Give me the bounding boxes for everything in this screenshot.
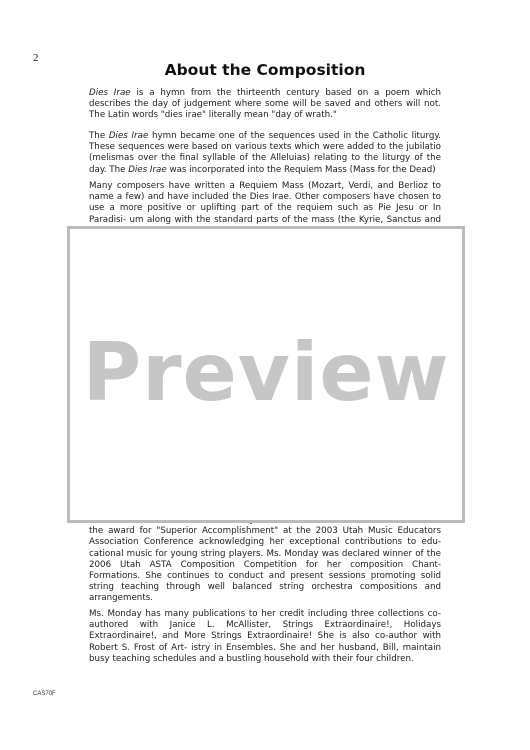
dies-irae-italic: Dies Irae (128, 164, 167, 175)
paragraph-requiem-composers: Many composers have written a Requiem Mass (Mozart, Verdi, and Berlioz to name a few) and have included the Dies Irae. Other composers have chosen to use a more positive or uplifting part of the requiem such as Pie Jesu or In Paradisi- um along with the standard parts of the mass (the Kyrie, Sanctus and (89, 181, 441, 225)
paragraph-text: The (89, 131, 109, 141)
preview-watermark-text: Preview (82, 326, 450, 419)
paragraph-dies-irae-intro (89, 88, 441, 122)
paragraph-liturgy (89, 131, 441, 176)
paragraph-text: was incorporated into the Requiem Mass (Mass for the Dead) (166, 164, 436, 175)
paragraph-composer-publications: Ms. Monday has many publications to her credit including three collections co- authored with Janice L. McAllister, Strings Extraordinaire!, Holidays Extraordinaire!, and More Strings Extraordinaire! She is also co-author with Robert S. Frost of Art- istry in Ensembles. She and her husband, Bill, maintain busy teaching schedules and a bustling household with their four children. (89, 609, 441, 664)
paragraph-text: is a hymn from the thirteenth century based on a poem which describes the day of judgement where some will be saved and others will not. The Latin words "dies irae" literally mean "day of wrath." (89, 88, 441, 121)
paragraph-composer-awards: the award for "Superior Accomplishment" at the 2003 Utah Music Educators Association Conference acknowledging her exceptional contributions to edu- cational music for young string players. Ms. Monday was declared winner of the 2006 Utah ASTA Composition Competition for her composition Chant-Formations. She continues to conduct and present sessions promoting solid string teaching through well balanced string orchestra compositions and arrangements. (89, 526, 441, 604)
paragraph-text: hymn became one of the sequences used in the Catholic liturgy. These sequences were based on various texts which were added to the jubilatio (melismas over the final syllable of the Alleluias) relating to the liturgy of the day. The (89, 131, 441, 175)
page-title: About the Composition (164, 61, 366, 79)
dies-irae-italic: Dies Irae (108, 131, 149, 141)
catalog-code: CAS70F (33, 691, 56, 697)
preview-watermark-box (67, 226, 465, 523)
page-number: 2 (33, 52, 39, 64)
dies-irae-italic: Dies Irae (89, 88, 131, 98)
